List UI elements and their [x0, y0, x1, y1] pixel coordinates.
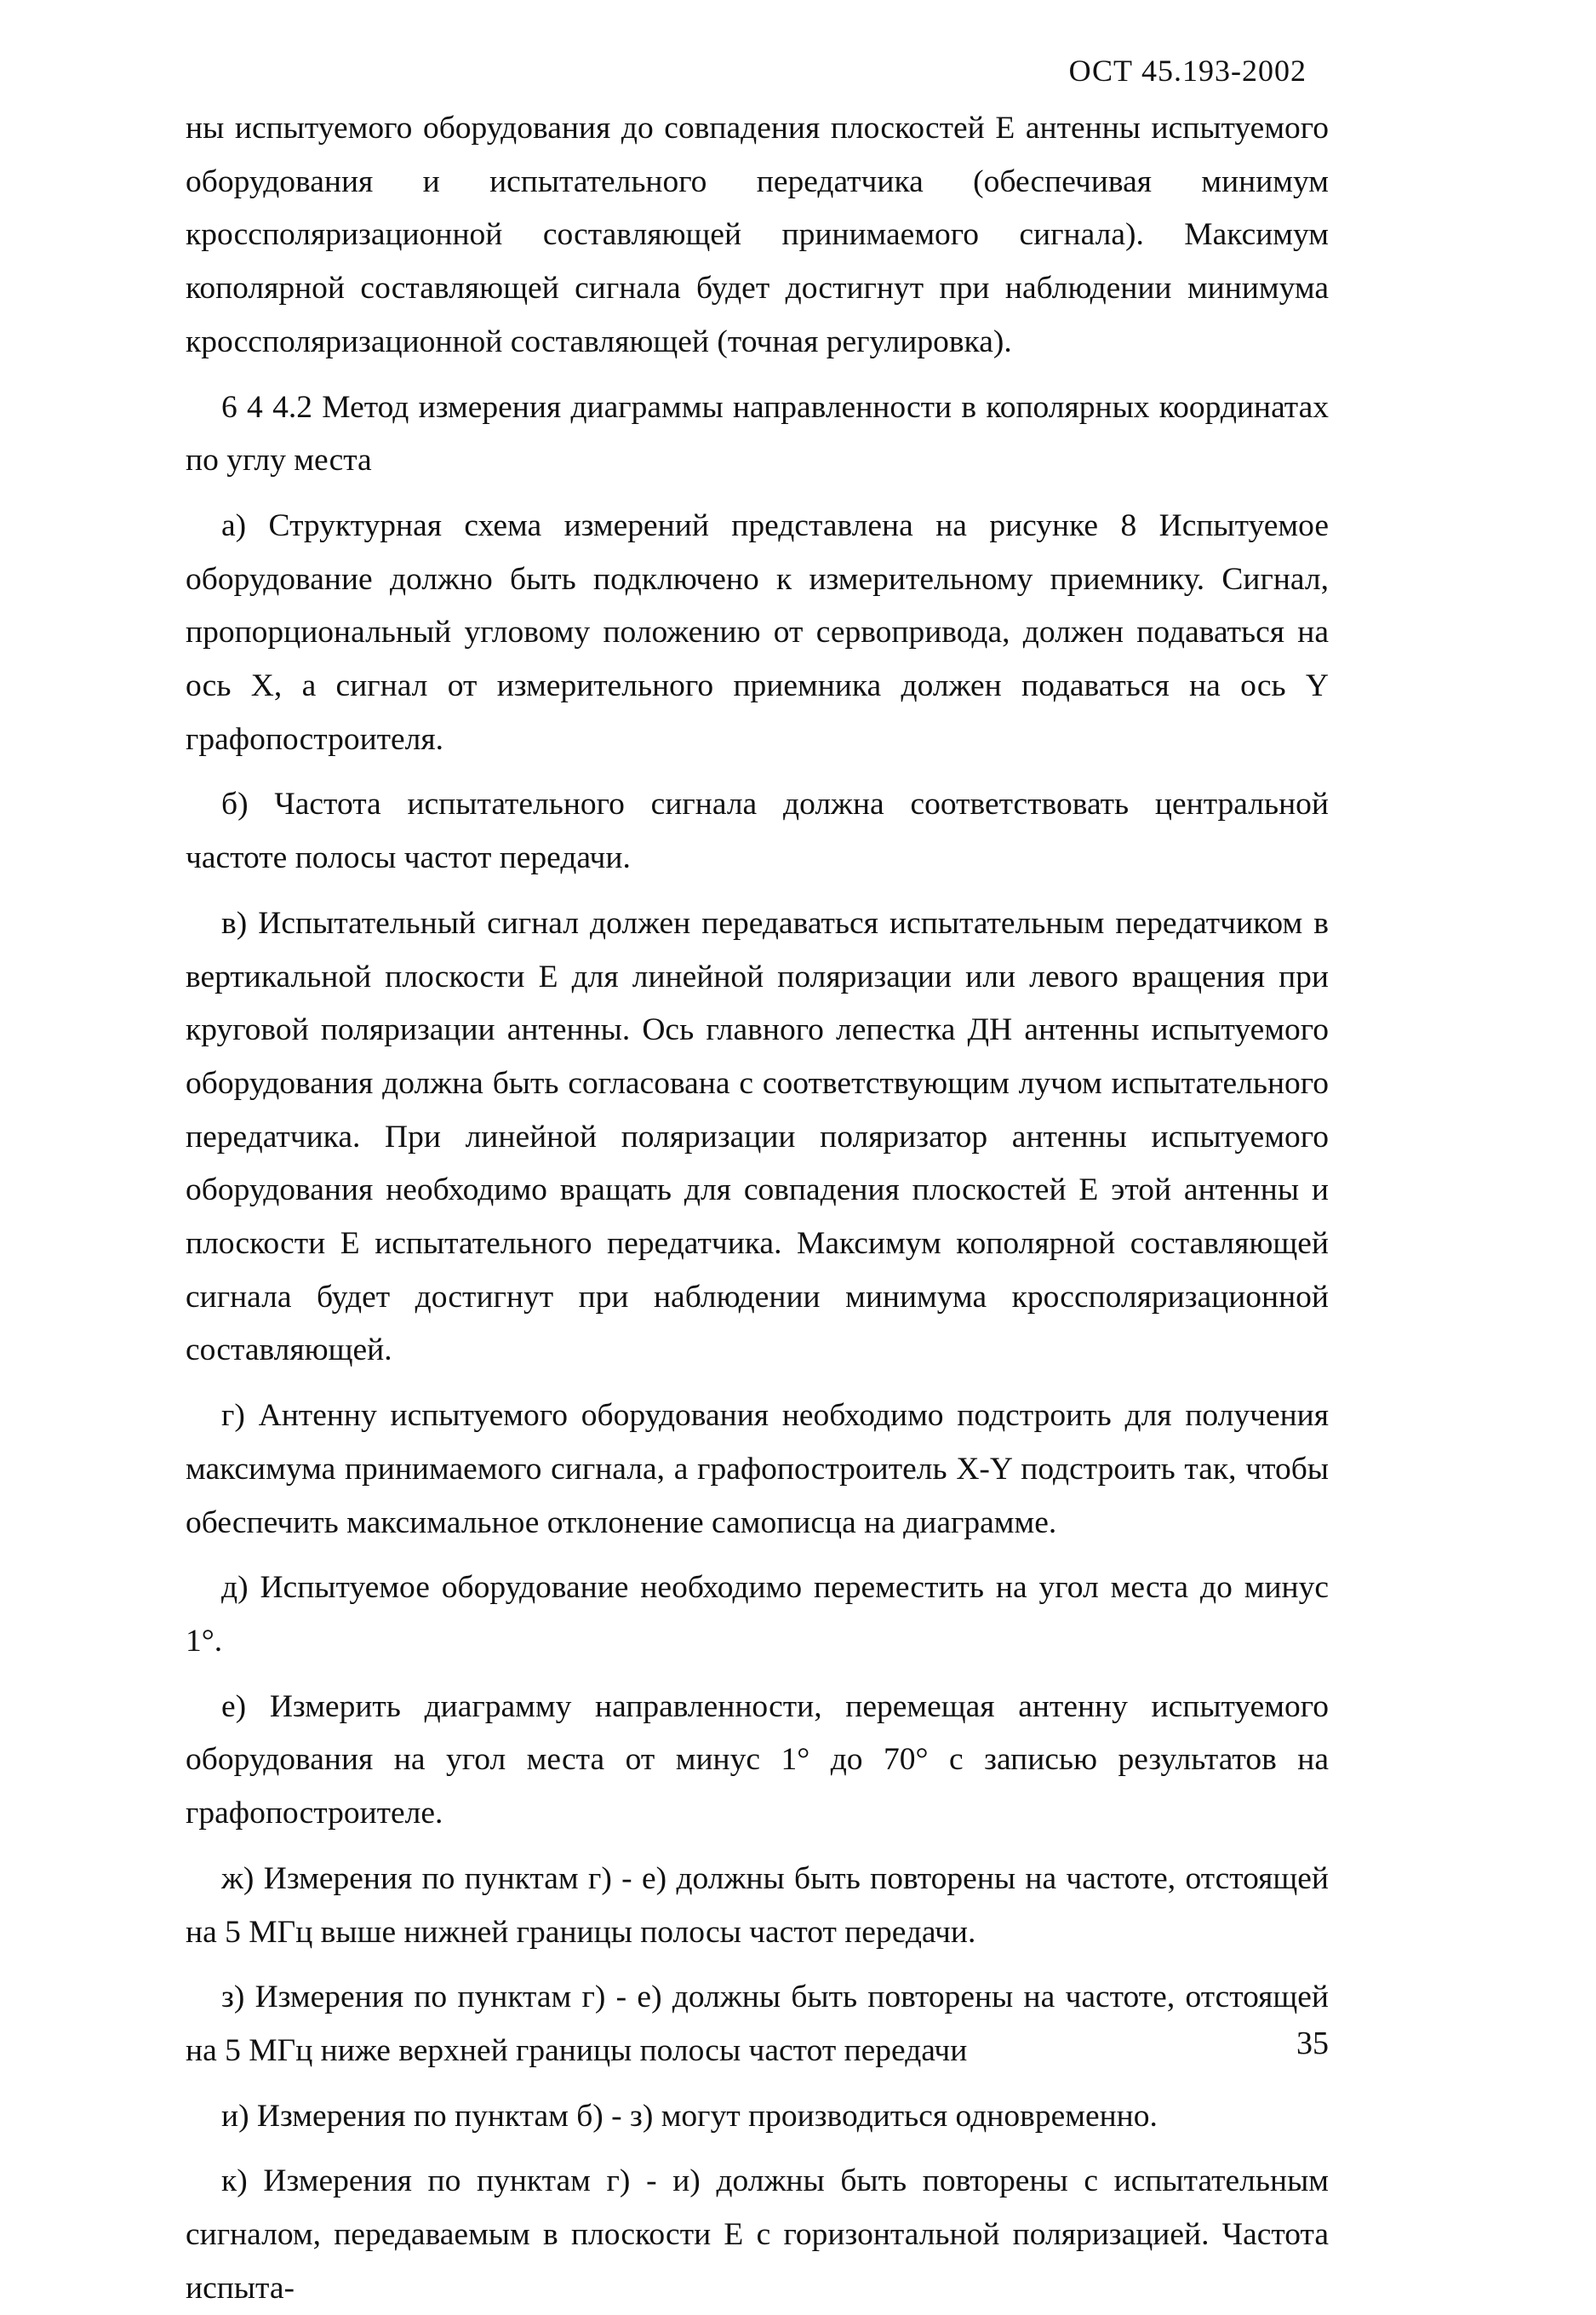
list-item-e: е) Измерить диаграмму направленности, перемещая антенну испытуемого оборудования на угол места от минус 1° до 70° с записью результатов на графопостроителе.	[186, 1688, 1329, 1831]
list-item-d: д) Испытуемое оборудование необходимо переместить на угол места до минус 1°.	[186, 1570, 1329, 1659]
list-item-b: б) Частота испытательного сигнала должна соответствовать центральной частоте полосы частот передачи.	[186, 787, 1329, 876]
document-body	[186, 102, 1329, 2315]
list-item-i: и) Измерения по пунктам б) - з) могут производиться одновременно.	[221, 2098, 1158, 2134]
list-item-zh: ж) Измерения по пунктам г) - е) должны быть повторены на частоте, отстоящей на 5 МГц выше нижней границы полосы частот передачи.	[186, 1860, 1329, 1950]
section-heading: 6 4 4.2 Метод измерения диаграммы направленности в кополярных координатах по углу места	[186, 389, 1329, 478]
list-item-g: г) Антенну испытуемого оборудования необходимо подстроить для получения максимума принимаемого сигнала, а графопостроитель X-Y подстроить так, чтобы обеспечить максимальное отклонение самописца на диаграмме.	[186, 1398, 1329, 1540]
page-number: 35	[1296, 2026, 1329, 2061]
list-item-v: в) Испытательный сигнал должен передаваться испытательным передатчиком в вертикальной плоскости Е для линейной поляризации или левого вращения при круговой поляризации антенны. Ось главного лепестка ДН антенны испытуемого оборудования должна быть согласована с соответствующим лучом испытательного передатчика. При линейной поляризации поляризатор антенны испытуемого оборудования необходимо вращать для совпадения плоскостей Е этой антенны и плоскости Е испытательного передатчика. Максимум кополярной составляющей сигнала будет достигнут при наблюдении минимума кроссполяризационной составляющей.	[186, 905, 1329, 1368]
list-item-a: а) Структурная схема измерений представлена на рисунке 8 Испытуемое оборудование должно быть подключено к измерительному приемнику. Сигнал, пропорциональный угловому положению от сервопривода, должен подаваться на ось X, а сигнал от измерительного приемника должен подаваться на ось Y графопостроителя.	[186, 507, 1329, 757]
paragraph-continuation: ны испытуемого оборудования до совпадения плоскостей Е антенны испытуемого оборудования и испытательного передатчика (обеспечивая минимум кроссполяризационной составляющей принимаемого сигнала). Максимум кополярной составляющей сигнала будет достигнут при наблюдении минимума кроссполяризационной составляющей (точная регулировка).	[186, 111, 1329, 359]
document-code: ОСТ 45.193-2002	[1068, 54, 1307, 88]
list-item-k: к) Измерения по пунктам г) - и) должны быть повторены с испытательным сигналом, передаваемым в плоскости Е с горизонтальной поляризацией. Частота испыта-	[186, 2163, 1329, 2306]
list-item-z: з) Измерения по пунктам г) - е) должны быть повторены на частоте, отстоящей на 5 МГц ниже верхней границы полосы частот передачи	[186, 1980, 1329, 2068]
